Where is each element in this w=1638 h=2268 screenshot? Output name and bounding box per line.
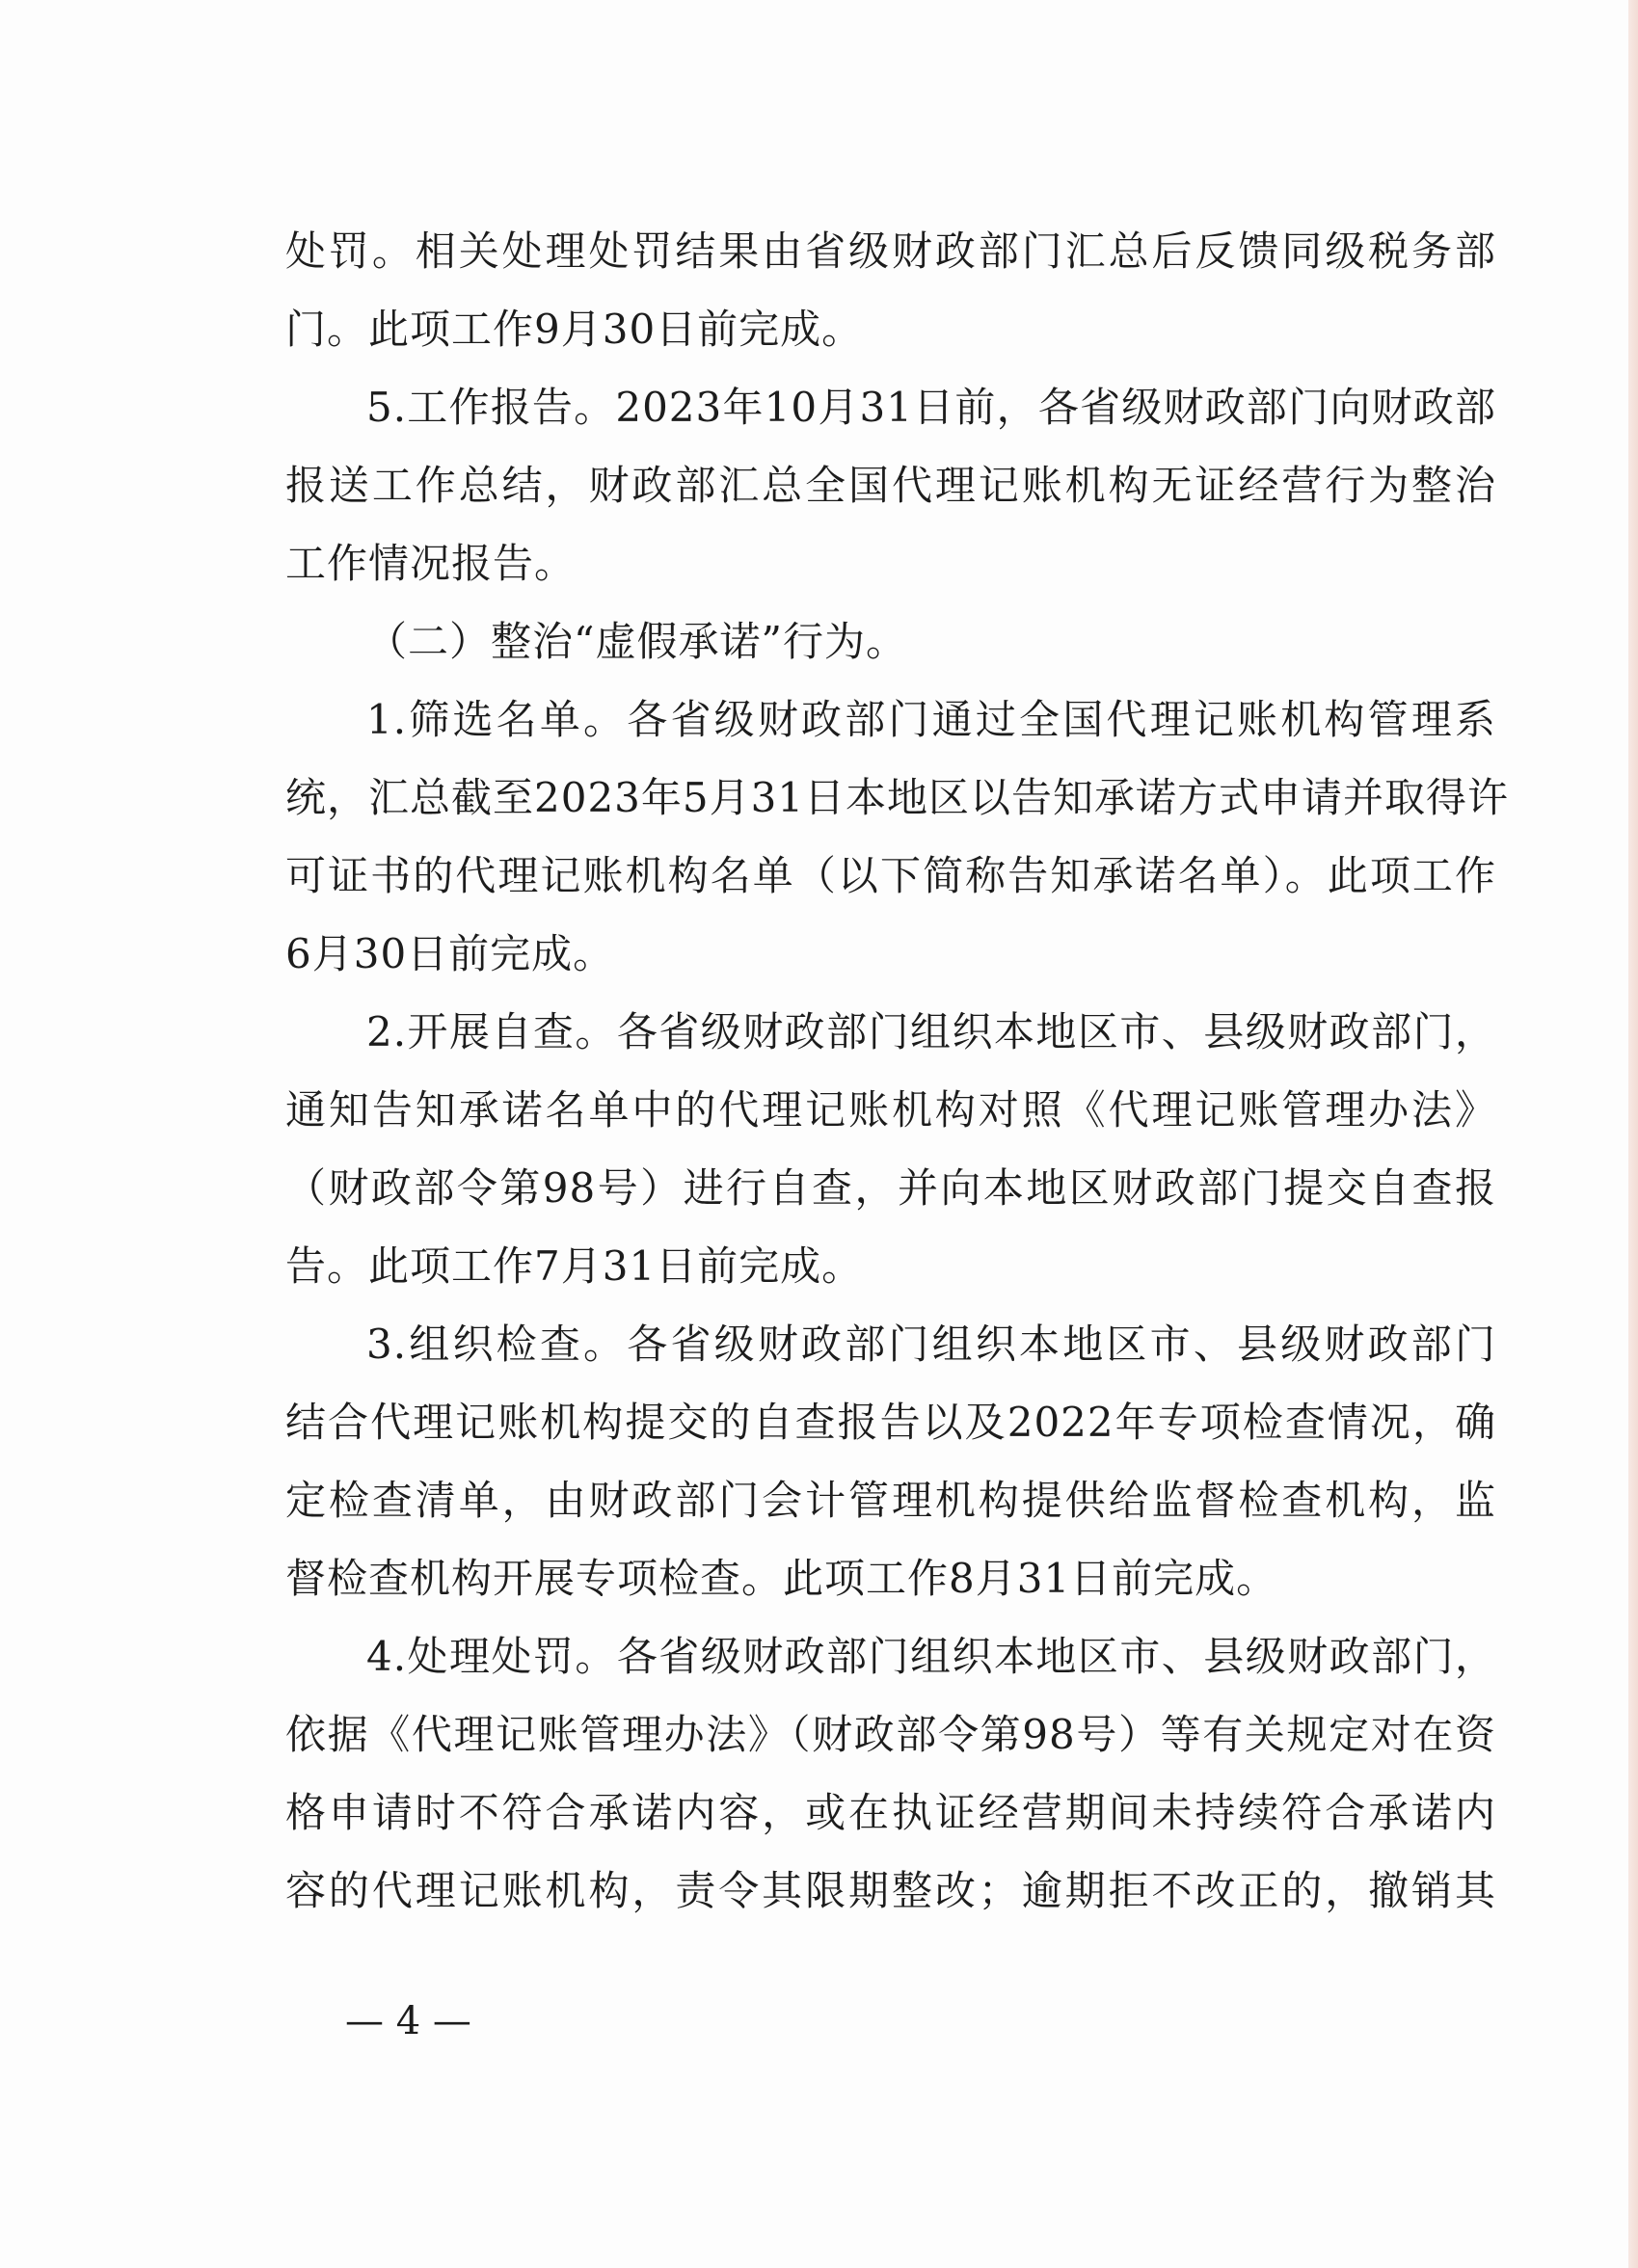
text-line: 1.筛选名单。各省级财政部门通过全国代理记账机构管理系 — [366, 696, 1496, 743]
text-line: 6月30日前完成。 — [285, 930, 615, 977]
text-line: 报送工作总结，财政部汇总全国代理记账机构无证经营行为整治 — [285, 462, 1496, 509]
text-line: 门。此项工作9月30日前完成。 — [285, 306, 864, 353]
text-line: 格申请时不符合承诺内容，或在执证经营期间未持续符合承诺内 — [285, 1789, 1496, 1836]
text-line: 5.工作报告。2023年10月31日前，各省级财政部门向财政部 — [366, 384, 1496, 431]
section-heading: （二）整治“虚假承诺”行为。 — [366, 618, 907, 665]
text-line: 定检查清单，由财政部门会计管理机构提供给监督检查机构，监 — [285, 1477, 1496, 1524]
text-line: 4.处理处罚。各省级财政部门组织本地区市、县级财政部门， — [366, 1633, 1496, 1680]
text-line: 3.组织检查。各省级财政部门组织本地区市、县级财政部门 — [366, 1321, 1496, 1368]
text-line: 2.开展自查。各省级财政部门组织本地区市、县级财政部门， — [366, 1008, 1496, 1055]
text-line: 处罚。相关处理处罚结果由省级财政部门汇总后反馈同级税务部 — [285, 227, 1496, 275]
page-number: — 4 — — [345, 1999, 471, 2043]
text-line: 可证书的代理记账机构名单（以下简称告知承诺名单）。此项工作 — [285, 852, 1496, 899]
text-line: （财政部令第98号）进行自查，并向本地区财政部门提交自查报 — [285, 1164, 1496, 1212]
text-line: 工作情况报告。 — [285, 540, 577, 587]
text-line: 通知告知承诺名单中的代理记账机构对照《代理记账管理办法》 — [285, 1086, 1496, 1134]
page-edge-tint — [1628, 0, 1638, 2268]
text-line: 依据《代理记账管理办法》（财政部令第98号）等有关规定对在资 — [285, 1711, 1496, 1758]
text-line: 容的代理记账机构，责令其限期整改；逾期拒不改正的，撤销其 — [285, 1867, 1496, 1914]
body-text — [285, 212, 1510, 1930]
text-line: 统，汇总截至2023年5月31日本地区以告知承诺方式申请并取得许 — [285, 774, 1510, 821]
text-line: 告。此项工作7月31日前完成。 — [285, 1242, 864, 1290]
text-line: 督检查机构开展专项检查。此项工作8月31日前完成。 — [285, 1555, 1278, 1602]
text-line: 结合代理记账机构提交的自查报告以及2022年专项检查情况，确 — [285, 1399, 1496, 1446]
